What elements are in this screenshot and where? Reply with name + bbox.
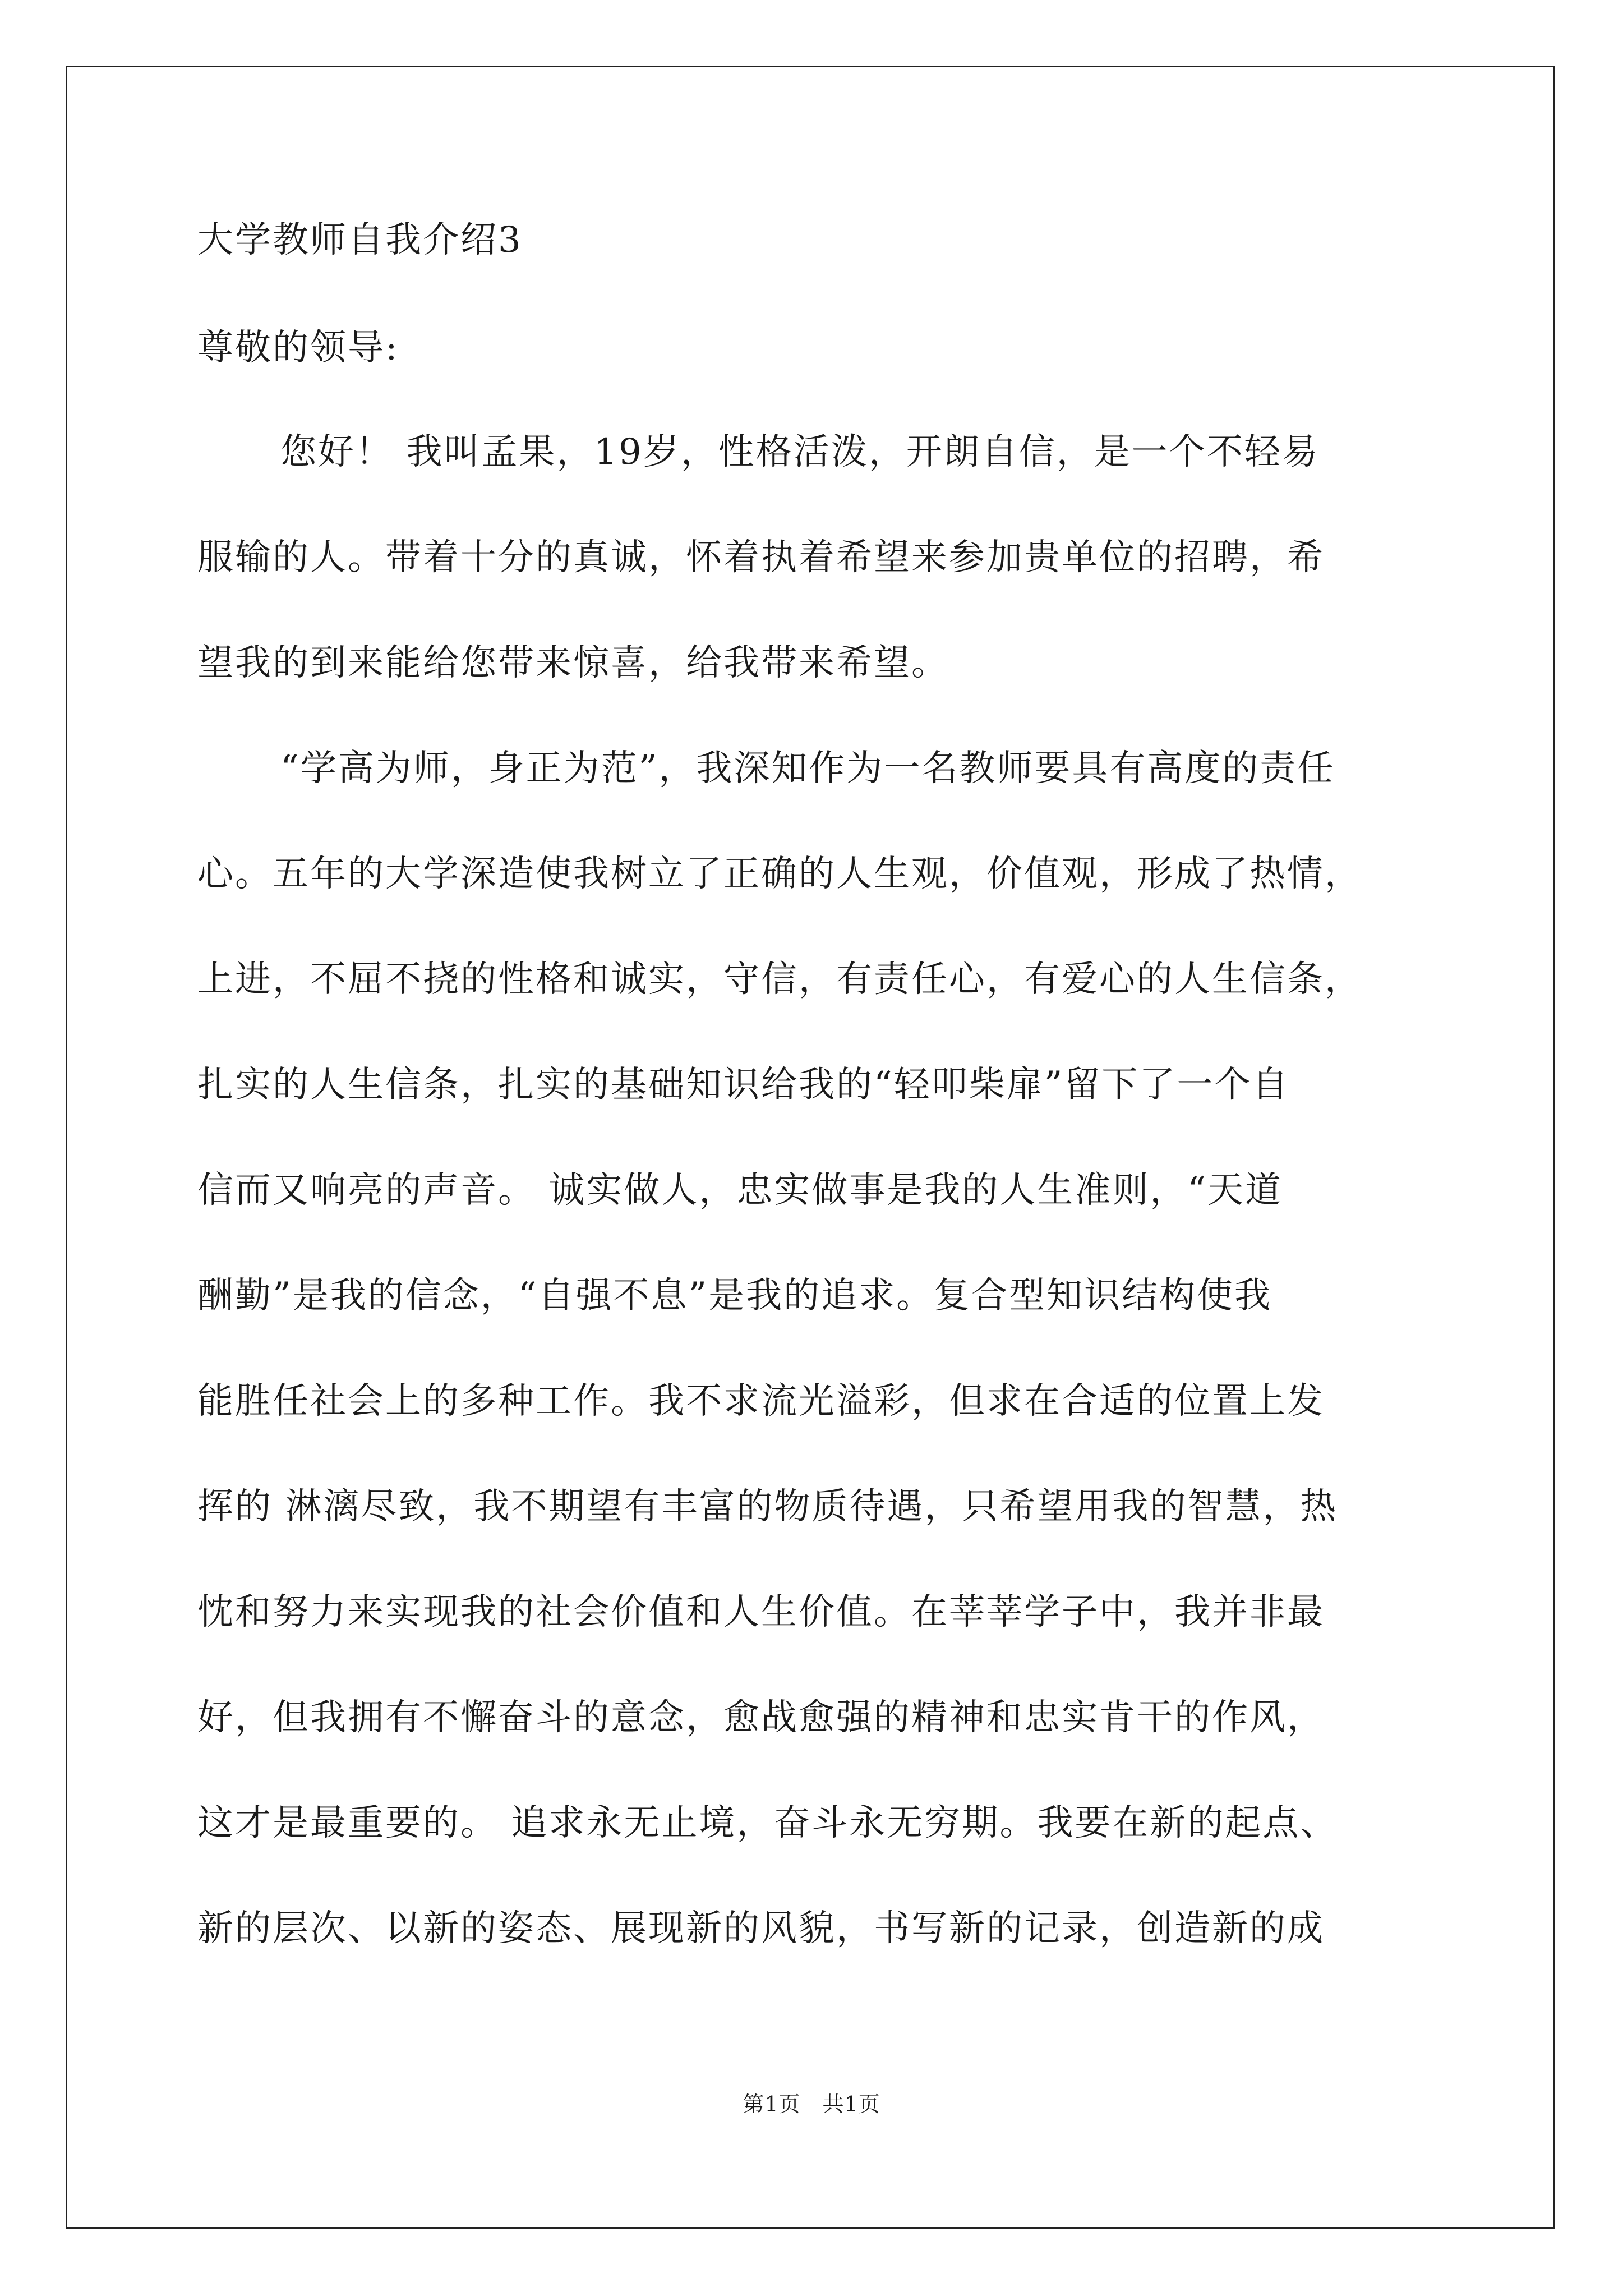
text-line: 忱和努力来实现我的社会价值和人生价值。在莘莘学子中，我并非最 xyxy=(197,1591,1325,1633)
text-line: 能胜任社会上的多种工作。我不求流光溢彩，但求在合适的位置上发 xyxy=(197,1381,1325,1422)
document-title: 大学教师自我介绍3 xyxy=(197,219,523,261)
text-line: 新的层次、以新的姿态、展现新的风貌，书写新的记录，创造新的成 xyxy=(197,1908,1325,1949)
text-line: 挥的 淋漓尽致，我不期望有丰富的物质待遇，只希望用我的智慧，热 xyxy=(197,1486,1338,1527)
text-line: 望我的到来能给您带来惊喜，给我带来希望。 xyxy=(197,642,949,684)
text-line: “学高为师，身正为范”，我深知作为一名教师要具有高度的责任 xyxy=(280,748,1335,789)
text-line: 上进，不屈不挠的性格和诚实，守信，有责任心，有爱心的人生信条， xyxy=(197,959,1362,1000)
text-line: 酬勤”是我的信念，“自强不息”是我的追求。复合型知识结构使我 xyxy=(197,1275,1272,1317)
text-line: 信而又响亮的声音。 诚实做人，忠实做事是我的人生准则，“天道 xyxy=(197,1170,1283,1211)
text-line: 心。五年的大学深造使我树立了正确的人生观，价值观，形成了热情， xyxy=(197,853,1362,895)
text-line: 好，但我拥有不懈奋斗的意念，愈战愈强的精神和忠实肯干的作风， xyxy=(197,1697,1325,1738)
text-line: 您好！ 我叫孟果，19岁，性格活泼，开朗自信，是一个不轻易 xyxy=(280,431,1320,473)
salutation: 尊敬的领导: xyxy=(197,327,399,369)
text-line: 扎实的人生信条，扎实的基础知识给我的“轻叩柴扉”留下了一个自 xyxy=(197,1064,1290,1106)
page-footer: 第1页 共1页 xyxy=(743,2092,880,2116)
body-text xyxy=(197,431,1362,2016)
text-line: 这才是最重要的。 追求永无止境，奋斗永无穷期。我要在新的起点、 xyxy=(197,1802,1338,1844)
text-line: 服输的人。带着十分的真诚，怀着执着希望来参加贵单位的招聘，希 xyxy=(197,537,1325,578)
